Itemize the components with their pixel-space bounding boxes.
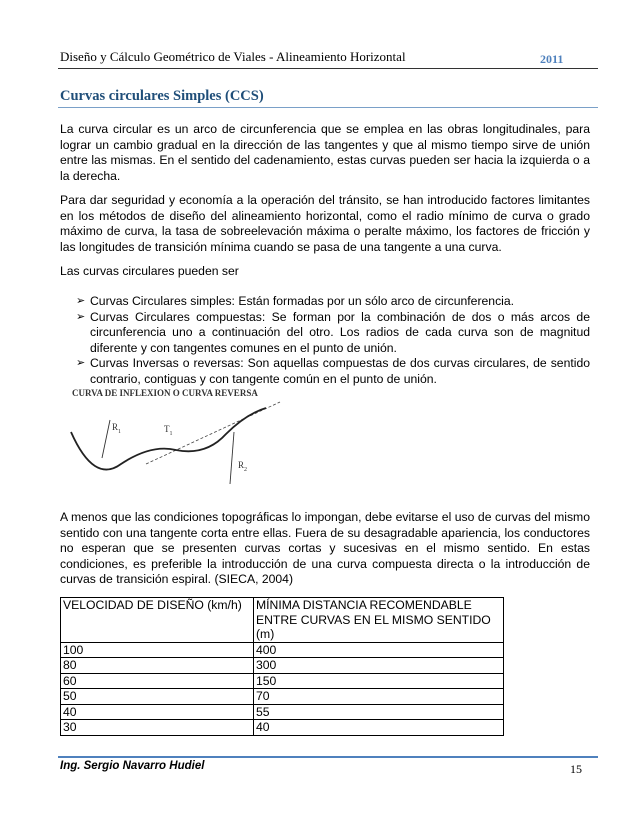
footer-divider — [58, 756, 598, 758]
table-header-cell: MÍNIMA DISTANCIA RECOMENDABLE ENTRE CURVAS EN EL MISMO SENTIDO (m) — [254, 598, 504, 643]
footer-author: Ing. Sergio Navarro Hudiel — [60, 760, 205, 772]
table-row — [61, 689, 504, 705]
table-row — [61, 704, 504, 720]
table-cell: 40 — [254, 720, 504, 736]
reverse-curve-figure — [66, 384, 336, 496]
table-cell: 55 — [254, 704, 504, 720]
arrow-bullet-icon: ➢ — [76, 357, 86, 370]
reverse-curve-diagram — [66, 384, 336, 496]
table-cell: 80 — [61, 658, 254, 674]
paragraph-limits: Para dar seguridad y economía a la operación del tránsito, se han introducido factores limitantes en los métodos de diseño del alineamiento horizontal, como el radio mínimo de curva o grado máximo de curva, la tasa de sobreelevación máxima o peralte máximo, los factores de fricción y las longitudes de transición mínima cuando se pasa de una tangente a una curva. — [60, 193, 590, 254]
table-row — [61, 642, 504, 658]
label-r2: $R_2$ — [238, 460, 248, 473]
table-cell: 300 — [254, 658, 504, 674]
header-divider — [58, 68, 598, 69]
table-cell: 40 — [61, 704, 254, 720]
table-cell: 150 — [254, 673, 504, 689]
list-item — [64, 310, 590, 357]
table-cell: 100 — [61, 642, 254, 658]
figure-caption: CURVA DE INFLEXION O CURVA REVERSA — [72, 388, 258, 398]
table-header-row — [61, 598, 504, 643]
section-title: Curvas circulares Simples (CCS) — [60, 88, 264, 104]
paragraph-recommendation: A menos que las condiciones topográficas lo impongan, debe evitarse el uso de curvas del mismo sentido con una tangente corta entre ellas. Fuera de su desagradable apariencia, los conductores no esperan que se presenten curvas cortas y sucesivas en el mismo sentido. En estas condiciones, es preferible la introducción de una curva compuesta directa o la introducción de curvas de transición espiral. (SIECA, 2004) — [60, 510, 590, 587]
radius-r2-line — [230, 432, 234, 484]
list-item-text: Curvas Inversas o reversas: Son aquellas compuestas de dos curvas circulares, de sentido contrario, contiguas y con tangente común en el punto de unión. — [90, 356, 590, 386]
list-item — [64, 294, 590, 310]
table-header-cell: VELOCIDAD DE DISEÑO (km/h) — [61, 598, 254, 643]
header-title: Diseño y Cálculo Geométrico de Viales - Alineamiento Horizontal — [60, 49, 406, 64]
label-r1: $R_1$ — [112, 422, 122, 435]
table-row — [61, 658, 504, 674]
list-item-text: Curvas Circulares simples: Están formadas por un sólo arco de circunferencia. — [90, 294, 515, 308]
min-distance-table — [60, 597, 504, 736]
label-t1: $T_1$ — [164, 424, 173, 437]
radius-r1-line — [102, 420, 110, 458]
header-year: 2011 — [540, 52, 564, 66]
page-number: 15 — [570, 762, 582, 776]
table-cell: 70 — [254, 689, 504, 705]
paragraph-intro: La curva circular es un arco de circunferencia que se emplea en las obras longitudinales, para lograr un cambio gradual en la dirección de las tangentes y que al mismo tiempo sirve de unión entre las mismas. En el sentido del cadenamiento, estas curvas pueden ser hacia la izquierda o a la derecha. — [60, 122, 590, 183]
arrow-bullet-icon: ➢ — [76, 310, 86, 323]
list-item — [64, 356, 590, 387]
curve-path — [71, 408, 266, 470]
curve-types-list — [64, 294, 590, 388]
arrow-bullet-icon: ➢ — [76, 295, 86, 307]
table-cell: 400 — [254, 642, 504, 658]
table-cell: 60 — [61, 673, 254, 689]
list-item-text: Curvas Circulares compuestas: Se forman por la combinación de dos o más arcos de circunferencia uno a continuación del otro. Los radios de cada curva son de magnitud diferente y con tangentes comunes en el punto de unión. — [90, 309, 590, 355]
table-cell: 30 — [61, 720, 254, 736]
table-row — [61, 673, 504, 689]
table-cell: 50 — [61, 689, 254, 705]
section-title-rule — [58, 107, 598, 108]
table-row — [61, 720, 504, 736]
paragraph-types-lead: Las curvas circulares pueden ser — [60, 264, 239, 278]
